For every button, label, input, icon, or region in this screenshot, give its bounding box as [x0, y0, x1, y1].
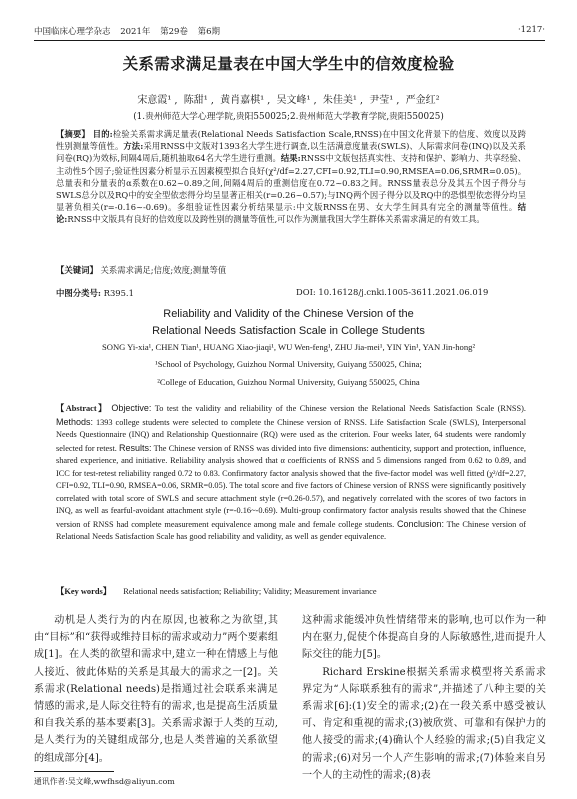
- keywords-label: 【关键词】: [56, 265, 98, 275]
- author-name: 黄肖嘉棋¹: [220, 95, 265, 106]
- results-tag: 结果:: [280, 153, 301, 164]
- author-name: 朱佳美¹: [322, 95, 357, 106]
- methods-tag: Methods:: [56, 416, 94, 427]
- methods-tag: 方法:: [123, 141, 144, 152]
- body-column-right: [302, 612, 546, 784]
- journal-year: 2021年: [120, 27, 151, 37]
- doi: DOI: 10.16128/j.cnki.1005-3611.2021.06.019: [296, 287, 489, 297]
- journal-name: 中国临床心理学杂志: [34, 27, 111, 37]
- body-paragraph: 这种需求能缓冲负性情绪带来的影响,也可以作为一种内在驱力,促使个体提高自身的人际敏感性,进而提升人际交往的能力[5]。: [302, 615, 546, 661]
- classification-label: 中图分类号:: [56, 288, 101, 298]
- header-divider: [34, 40, 545, 41]
- classification-code: R395.1: [103, 288, 134, 298]
- keywords-label: 【Key words】: [56, 587, 112, 596]
- affiliation-english: ²College of Education, Guizhou Normal University, Guiyang 550025, China: [157, 377, 420, 387]
- title-english: [0, 306, 577, 340]
- keywords-text: Relational needs satisfaction; Reliability; Validity; Measurement invariance: [123, 587, 377, 596]
- body-paragraph: 动机是人类行为的内在原因,也被称之为欲望,其由“目标”和“获得或维持目标的需求或动力”两个要素组成[1]。在人类的欲望和需求中,建立一种在情感上与他人接近、彼此体贴的关系是其最大的需求之一[2]。关系需求(Relational needs)是指通过社会联系来满足情感的需求,是人际交往特有的需求,也是提高生活质量和自我关系的基本要素[3]。关系需求源于人类的互动,是人类行为的关键组成部分,也是人类普遍的关系欲望的组成部分[4]。: [34, 615, 278, 764]
- author-name: 宋意霞¹: [137, 95, 172, 106]
- results-tag: Results:: [119, 442, 152, 453]
- objective-text: 检验关系需求满足量表(Relational Needs Satisfaction Scale,RNSS)在中国文化背景下的信度、效度以及跨性别测量等值性。: [56, 129, 526, 152]
- results-text: RNSS中文版包括真实性、支持和保护、影响力、共享经验、主动性5个因子;验证性因素分析显示五因素模型拟合良好(χ²/df=2.27,CFI=0.92,TLI=0.90,RMSEA=0.06,SRMR=0.05)。总量表和分量表的α系数在0.62~0.89之间,间隔4周后的重测信度在0.72~0.83之间。RNSS量表总分及其五个因子得分与SWLS总分以及RQ中的安全型依恋得分均呈显著正相关(r=0.26~0.57);与INQ两个因子得分以及RQ中的恐惧型依恋得分均呈显著负相关(r=-0.16~-0.69)。多组验证性因素分析结果显示:中文版RNSS在男、女大学生间具有完全的测量等值性。: [56, 153, 526, 213]
- conclusion-tag: Conclusion:: [397, 518, 445, 529]
- affiliations-chinese: (1.贵州师范大学心理学院,贵阳550025;2.贵州师范大学教育学院,贵阳550025): [133, 112, 444, 122]
- results-text: The Chinese version of RNSS was divided into five dimensions: authenticity, support and protection, influence, shared experience, and initiative. Reliability analysis showed that α coefficients of RNSS and 5 dimensions ranged from 0.62 to 0.89, and ICC for test-retest reliability ranged 0.72 to 0.83. Confirmatory factor analysis showed that the five-factor model was well fitted (χ²/df=2.27, CFI=0.92, TLI=0.90, RMSEA=0.06, SRMR=0.05). The total score and five factors of Chinese version of RNSS were significantly positively correlated with total score of SWLS and secure attachment style (r=0.26-0.57), and negatively correlated with the scores of two factors in INQ, as well as fearful-avoidant attachment style (r=-0.16~-0.69). Multi-group confirmatory factor analysis results showed that the Chinese version of RNSS had complete measurement equivalence among male and female college students.: [56, 443, 526, 529]
- abstract-chinese: [56, 128, 526, 261]
- title-english-line: Relational Needs Satisfaction Scale in College Students: [152, 325, 425, 337]
- affiliation-english: ¹School of Psychology, Guizhou Normal University, Guiyang 550025, China;: [155, 359, 422, 369]
- journal-info: [34, 25, 227, 37]
- body-paragraph: Richard Erskine根据关系需求模型将关系需求界定为“人际联系独有的需求”,并描述了八种主要的关系需求[6]:(1)安全的需求;(2)在一段关系中感受被认可、肯定和重视的需求;(3)被欣赏、可靠和有保护力的他人接受的需求;(4)确认个人经验的需求;(5)自我定义的需求;(6)对另一个人产生影响的需求;(7)体验来自另一个人的主动性的需求;(8)表: [302, 666, 546, 781]
- methods-text: 1393 college students were selected to complete the Chinese version of RNSS. Life Satisfaction Scale (SWLS), Interpersonal Needs Questionnaire (INQ) and Relationship Questionnaire (RQ) were used as the criterion. Four weeks later, 64 students were randomly selected for retest.: [56, 417, 526, 453]
- abstract-label: 【摘要】: [56, 129, 90, 139]
- title-chinese: 关系需求满足量表在中国大学生中的信效度检验: [122, 54, 455, 73]
- methods-text: 采用RNSS中文版对1393名大学生进行调查,以生活满意度量表(SWLS)、人际需求问卷(INQ)以及关系问卷(RQ)为效标,间隔4周后,随机抽取64名大学生进行重测。: [56, 141, 526, 164]
- body-column-left: [34, 612, 278, 767]
- conclusion-tag: 结论:: [56, 202, 526, 225]
- conclusion-text: The Chinese version of Relational Needs Satisfaction Scale has good reliability and validity, as well as gender equivalence.: [56, 519, 526, 541]
- classification-row: [56, 287, 526, 299]
- objective-text: To test the validity and reliability of the Chinese version the Relational Needs Satisfaction Scale (RNSS).: [154, 404, 526, 413]
- running-header: [34, 25, 545, 39]
- journal-volume: 第29卷: [160, 27, 188, 37]
- objective-tag: Objective:: [111, 403, 152, 413]
- abstract-label: 【Abstract】: [56, 404, 108, 413]
- author-name: 尹莹¹: [369, 95, 394, 106]
- author-name: 严金红²: [405, 95, 440, 106]
- keywords-text: 关系需求满足;信度;效度;测量等值: [100, 265, 227, 275]
- objective-tag: 目的:: [92, 129, 113, 139]
- conclusion-text: RNSS中文版具有良好的信效度以及跨性别的测量等值性,可以作为测量我国大学生群体关系需求满足的有效工具。: [67, 214, 485, 225]
- footnote-divider: [34, 771, 114, 772]
- page-number: ·1217·: [517, 25, 545, 35]
- keywords-english: [56, 585, 526, 597]
- title-english-line: Reliability and Validity of the Chinese Version of the: [163, 308, 414, 320]
- authors-chinese: 宋意霞¹ , 陈甜¹ , 黄肖嘉棋¹ , 吴文峰¹ , 朱佳美¹ , 尹莹¹ , 严金红²: [137, 95, 440, 106]
- authors-english: SONG Yi-xia¹, CHEN Tian¹, HUANG Xiao-jiaqi¹, WU Wen-feng¹, ZHU Jia-mei¹, YIN Yin¹, YAN Jin-hong²: [101, 342, 476, 352]
- author-name: 吴文峰¹: [276, 95, 311, 106]
- abstract-english: [56, 402, 526, 580]
- keywords-chinese: [56, 264, 526, 276]
- footnote: 通讯作者:吴文峰,wwfhsd@aliyun.com: [34, 777, 175, 786]
- author-name: 陈甜¹: [183, 95, 208, 106]
- journal-issue: 第6期: [197, 27, 221, 37]
